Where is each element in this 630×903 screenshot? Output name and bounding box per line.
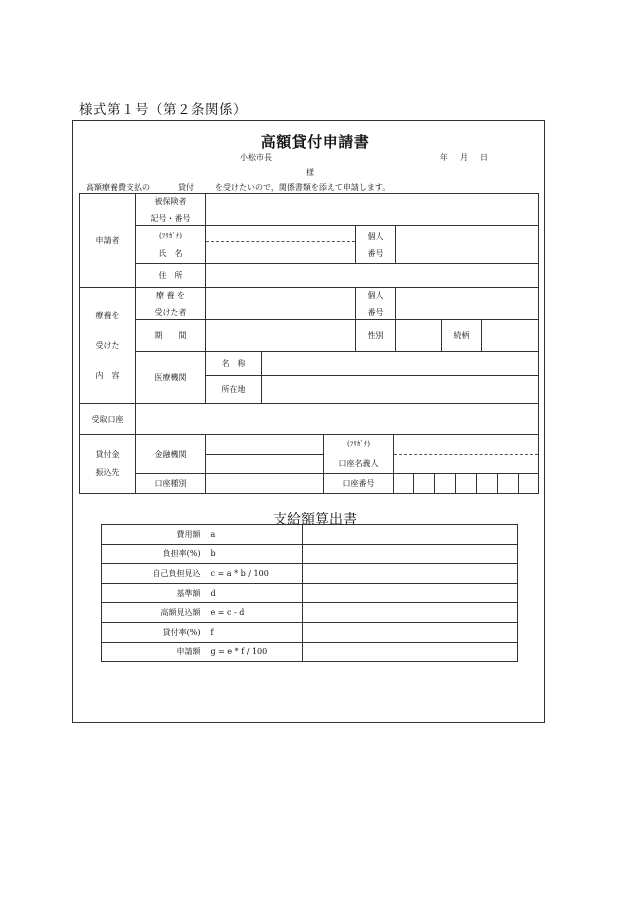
- bank-branch-field[interactable]: [206, 455, 323, 473]
- transfer-section-label: 貸付金 振込先: [95, 450, 120, 477]
- period-label: 期 間: [154, 331, 187, 340]
- calc-row-formula: g = e * f / 100: [204, 642, 302, 662]
- account-number-label: 口座番号: [342, 479, 375, 488]
- applicant-address-field[interactable]: [206, 264, 538, 287]
- calc-row-formula: f: [204, 622, 302, 642]
- relation-field[interactable]: [482, 320, 538, 351]
- calc-row-label: 基準額: [102, 583, 205, 603]
- patient-personal-number-field[interactable]: [396, 288, 538, 319]
- calc-row-formula: a: [204, 525, 302, 545]
- institution-location-label: 所在地: [221, 385, 246, 394]
- calc-row-value-field[interactable]: [303, 564, 518, 584]
- statement-part-a: 高額療養費支払の: [86, 183, 150, 192]
- insured-number-field[interactable]: [206, 194, 538, 225]
- day-label: 日: [480, 153, 488, 162]
- calc-row-label: 負担率(%): [102, 544, 205, 564]
- patient-name-field[interactable]: [206, 288, 355, 319]
- applicant-name-field[interactable]: [206, 226, 355, 263]
- applicant-name-label: (ﾌﾘｶﾞﾅ) 氏 名: [158, 231, 183, 258]
- calc-row-value-field[interactable]: [303, 583, 518, 603]
- applicant-personal-number-field[interactable]: [396, 226, 538, 263]
- calc-row-label: 高額見込額: [102, 603, 205, 623]
- calc-row-formula: b: [204, 544, 302, 564]
- calc-row-value-field[interactable]: [303, 603, 518, 623]
- account-type-field[interactable]: [206, 474, 323, 493]
- receiving-account-label: 受取口座: [91, 414, 124, 424]
- calc-row: [102, 603, 518, 623]
- honorific: 様: [306, 168, 314, 177]
- calc-row-label: 貸付率(%): [102, 622, 205, 642]
- form-title: 高額貸付申請書: [260, 133, 370, 151]
- account-number-field[interactable]: [394, 474, 538, 493]
- calc-row: [102, 583, 518, 603]
- calc-row-value-field[interactable]: [303, 642, 518, 662]
- calc-row-formula: d: [204, 583, 302, 603]
- month-label: 月: [460, 153, 468, 162]
- relation-label: 続柄: [453, 331, 470, 340]
- applicant-section-label: 申請者: [95, 236, 120, 245]
- institution-label: 医療機関: [154, 373, 187, 382]
- bank-name-field[interactable]: [206, 435, 323, 454]
- account-type-label: 口座種別: [154, 479, 187, 488]
- period-field[interactable]: [206, 320, 355, 351]
- calc-row: [102, 622, 518, 642]
- institution-location-field[interactable]: [262, 376, 538, 403]
- calc-row-value-field[interactable]: [303, 622, 518, 642]
- year-label: 年: [440, 153, 448, 162]
- calc-row-label: 自己負担見込: [102, 564, 205, 584]
- applicant-address-label: 住 所: [158, 271, 183, 280]
- calc-row: [102, 544, 518, 564]
- statement-part-b: 貸付: [178, 183, 194, 192]
- patient-personal-number-label: 個人 番号: [367, 290, 384, 317]
- applicant-personal-number-label: 個人 番号: [367, 231, 384, 258]
- calc-row: [102, 642, 518, 662]
- form-number-label: 様式第１号（第２条関係）: [79, 102, 247, 118]
- institution-name-field[interactable]: [262, 352, 538, 375]
- addressee: 小松市長: [240, 153, 272, 162]
- gender-label: 性別: [367, 331, 384, 340]
- calc-row-value-field[interactable]: [303, 525, 518, 545]
- receiving-account-field[interactable]: [136, 404, 538, 434]
- bank-label: 金融機関: [154, 449, 187, 459]
- calc-row-label: 申請額: [102, 642, 205, 662]
- patient-label: 療 養 を 受けた者: [154, 290, 187, 317]
- gender-field[interactable]: [396, 320, 441, 351]
- calc-row-formula: c = a * b / 100: [204, 564, 302, 584]
- calc-row-label: 費用額: [102, 525, 205, 545]
- account-holder-field[interactable]: [394, 435, 538, 473]
- calc-table: [101, 524, 518, 662]
- calc-row-value-field[interactable]: [303, 544, 518, 564]
- institution-name-label: 名 称: [221, 359, 246, 368]
- insured-number-label: 被保険者 記号・番号: [150, 196, 191, 223]
- calc-row: [102, 525, 518, 545]
- calc-row: [102, 564, 518, 584]
- treatment-section-label: 療養を 受けた 内 容: [95, 311, 120, 380]
- calc-sheet-title: 支給額算出書: [273, 512, 357, 528]
- statement-part-c: を受けたいので，関係書類を添えて申請します。: [215, 183, 391, 192]
- calc-row-formula: e = c - d: [204, 603, 302, 623]
- account-holder-label: (ﾌﾘｶﾞﾅ) 口座名義人: [338, 440, 379, 468]
